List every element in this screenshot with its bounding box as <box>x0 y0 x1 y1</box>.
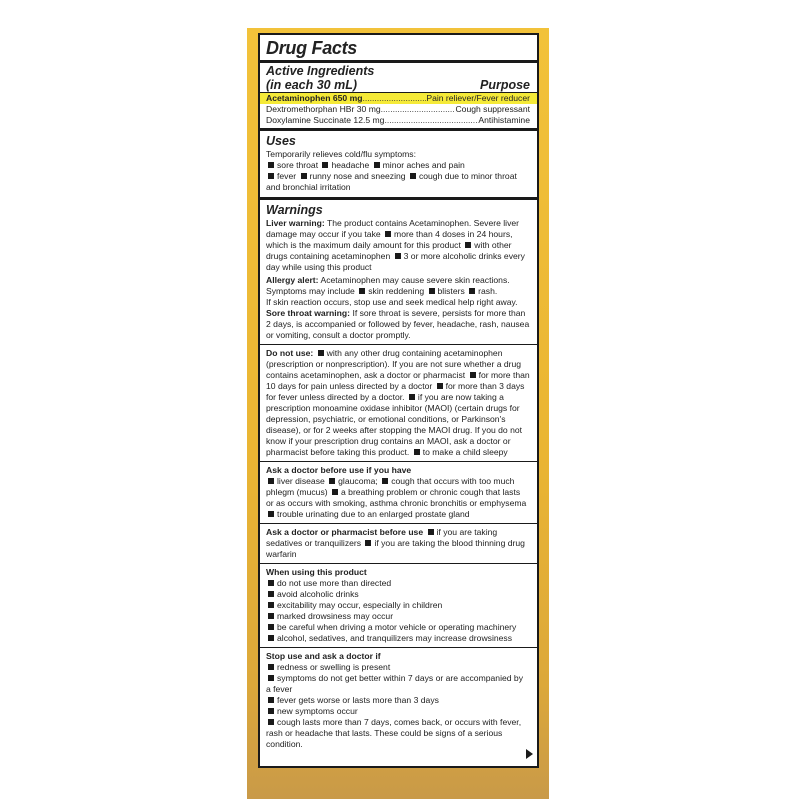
square-bullet-icon <box>318 350 324 356</box>
square-bullet-icon <box>365 540 371 546</box>
square-bullet-icon <box>385 231 391 237</box>
square-bullet-icon <box>268 675 274 681</box>
do-not-use-label: Do not use: <box>266 348 314 358</box>
stop-use-item: symptoms do not get better within 7 days or are accompanied by a fever <box>266 673 524 694</box>
when-using-item: marked drowsiness may occur <box>277 611 394 621</box>
liver-text: The product contains Acetaminophen. Severe liver damage may occur if you take <box>266 218 520 239</box>
stop-use-item: fever gets worse or lasts more than 3 days <box>277 695 439 705</box>
do-not-use-text: for more than 10 days for pain unless directed by a doctor <box>266 370 530 391</box>
when-using-section <box>260 564 537 647</box>
square-bullet-icon <box>437 383 443 389</box>
square-bullet-icon <box>268 511 274 517</box>
sore-throat-text: If sore throat is severe, persists for more than 2 days, is accompanied or followed by fever, headache, rash, nausea or vomiting, consult a doctor promptly. <box>266 308 530 340</box>
square-bullet-icon <box>465 242 471 248</box>
ask-doctor-item: cough that occurs with too much phlegm (mucus) <box>266 476 515 497</box>
allergy-text: Acetaminophen may cause severe skin reactions. Symptoms may include <box>266 275 510 296</box>
do-not-use-text: for more than 3 days for fever unless directed by a doctor. <box>266 381 525 402</box>
allergy-text: blisters <box>437 286 465 296</box>
square-bullet-icon <box>268 719 274 725</box>
ingredient-name: Dextromethorphan HBr 30 mg <box>266 104 381 114</box>
use-item: fever <box>277 171 297 181</box>
liver-text: 3 or more alcoholic drinks every day while using this product <box>266 251 525 272</box>
ingredient-row <box>260 93 537 104</box>
active-heading-line2: (in each 30 mL) <box>266 78 357 92</box>
ask-pharmacist-item: if you are taking sedatives or tranquilizers <box>266 527 498 548</box>
stop-use-item: redness or swelling is present <box>277 662 391 672</box>
ask-doctor-section <box>260 462 537 523</box>
square-bullet-icon <box>268 697 274 703</box>
ask-pharmacist-item: if you are taking the blood thinning drug warfarin <box>266 538 525 559</box>
stop-use-section <box>260 648 537 753</box>
square-bullet-icon <box>469 288 475 294</box>
when-using-item: alcohol, sedatives, and tranquilizers may increase drowsiness <box>277 633 513 643</box>
ask-doctor-item: a breathing problem or chronic cough that lasts or as occurs with smoking, asthma chronic bronchitis or emphysema <box>266 487 527 508</box>
uses-intro: Temporarily relieves cold/flu symptoms: <box>266 149 416 159</box>
sore-throat-warning <box>266 308 530 341</box>
ingredient-row <box>266 115 530 126</box>
square-bullet-icon <box>428 529 434 535</box>
uses-heading: Uses <box>266 134 296 148</box>
when-using-item: excitability may occur, especially in children <box>277 600 443 610</box>
ask-doctor-item: trouble urinating due to an enlarged prostate gland <box>277 509 470 519</box>
square-bullet-icon <box>359 288 365 294</box>
liver-text: more than 4 doses in 24 hours, which is the maximum daily amount for this product <box>266 229 513 250</box>
when-using-item: do not use more than directed <box>277 578 392 588</box>
square-bullet-icon <box>268 635 274 641</box>
use-item-continued: and bronchial irritation <box>266 182 351 192</box>
use-item: runny nose and sneezing <box>309 171 406 181</box>
square-bullet-icon <box>382 478 388 484</box>
stop-use-item: new symptoms occur <box>277 706 358 716</box>
square-bullet-icon <box>414 449 420 455</box>
ask-pharmacist-label: Ask a doctor or pharmacist before use <box>266 527 424 537</box>
sore-throat-label: Sore throat warning: <box>266 308 351 318</box>
square-bullet-icon <box>470 372 476 378</box>
active-ingredients-section <box>260 63 537 128</box>
allergy-alert-label: Allergy alert: <box>266 275 319 285</box>
warnings-heading: Warnings <box>266 203 323 217</box>
square-bullet-icon <box>301 173 307 179</box>
square-bullet-icon <box>268 478 274 484</box>
do-not-use-text: if you are now taking a prescription monoamine oxidase inhibitor (MAOI) (certain drugs for depression, psychiatric, or emotional conditions, or Parkinson's disease), or for 2 weeks after stopping the MAOI drug. If you do not know if your prescription drug contains an MAOI, ask a doctor or pharmacist before taking this product. <box>266 392 523 457</box>
square-bullet-icon <box>268 173 274 179</box>
liver-warning <box>266 218 530 273</box>
allergy-text: skin reddening <box>368 286 425 296</box>
square-bullet-icon <box>332 489 338 495</box>
allergy-alert <box>266 275 530 308</box>
allergy-text: If skin reaction occurs, stop use and seek medical help right away. <box>266 297 518 307</box>
use-item: cough due to minor throat <box>418 171 517 181</box>
square-bullet-icon <box>429 288 435 294</box>
stop-use-label: Stop use and ask a doctor if <box>266 651 381 661</box>
do-not-use-text: to make a child sleepy <box>422 447 508 457</box>
ingredient-purpose: Cough suppressant <box>455 104 530 114</box>
ingredient-purpose: Antihistamine <box>478 115 530 125</box>
liver-text: with other drugs containing acetaminophen <box>266 240 512 261</box>
uses-section <box>260 134 537 197</box>
use-item: sore throat <box>277 160 319 170</box>
ingredient-purpose: Pain reliever/Fever reducer <box>426 93 530 103</box>
use-item: minor aches and pain <box>382 160 465 170</box>
stop-use-item: cough lasts more than 7 days, comes back, or occurs with fever, rash or headache that lasts. These could be signs of a serious condition. <box>266 717 522 749</box>
square-bullet-icon <box>395 253 401 259</box>
when-using-label: When using this product <box>266 567 367 577</box>
when-using-item: avoid alcoholic drinks <box>277 589 359 599</box>
square-bullet-icon <box>410 173 416 179</box>
ask-doctor-item: liver disease <box>277 476 325 486</box>
ingredient-row <box>266 104 530 115</box>
panel-title: Drug Facts <box>266 38 358 58</box>
square-bullet-icon <box>268 613 274 619</box>
liver-warning-label: Liver warning: <box>266 218 325 228</box>
square-bullet-icon <box>268 624 274 630</box>
ask-doctor-item: glaucoma; <box>338 476 378 486</box>
continue-arrow-icon <box>526 749 533 759</box>
ask-doctor-label: Ask a doctor before use if you have <box>266 465 412 475</box>
do-not-use-text: with any other drug containing acetaminophen (prescription or nonprescription). If you are not sure whether a drug contains acetaminophen, ask a doctor or pharmacist <box>266 348 522 380</box>
square-bullet-icon <box>268 664 274 670</box>
square-bullet-icon <box>268 602 274 608</box>
square-bullet-icon <box>268 580 274 586</box>
ask-pharmacist-section <box>260 524 537 563</box>
square-bullet-icon <box>322 162 328 168</box>
square-bullet-icon <box>329 478 335 484</box>
square-bullet-icon <box>409 394 415 400</box>
allergy-text: rash. <box>478 286 498 296</box>
use-item: headache <box>331 160 370 170</box>
drug-facts-panel <box>258 33 539 768</box>
ingredient-name: Acetaminophen 650 mg <box>266 93 363 103</box>
square-bullet-icon <box>374 162 380 168</box>
square-bullet-icon <box>268 591 274 597</box>
square-bullet-icon <box>268 708 274 714</box>
square-bullet-icon <box>268 162 274 168</box>
ingredient-name: Doxylamine Succinate 12.5 mg <box>266 115 385 125</box>
warnings-section <box>260 203 537 344</box>
uses-list <box>266 160 530 193</box>
active-heading-line1: Active Ingredients <box>266 64 375 78</box>
do-not-use-section <box>260 345 537 461</box>
when-using-item: be careful when driving a motor vehicle or operating machinery <box>277 622 517 632</box>
purpose-heading: Purpose <box>479 78 530 92</box>
